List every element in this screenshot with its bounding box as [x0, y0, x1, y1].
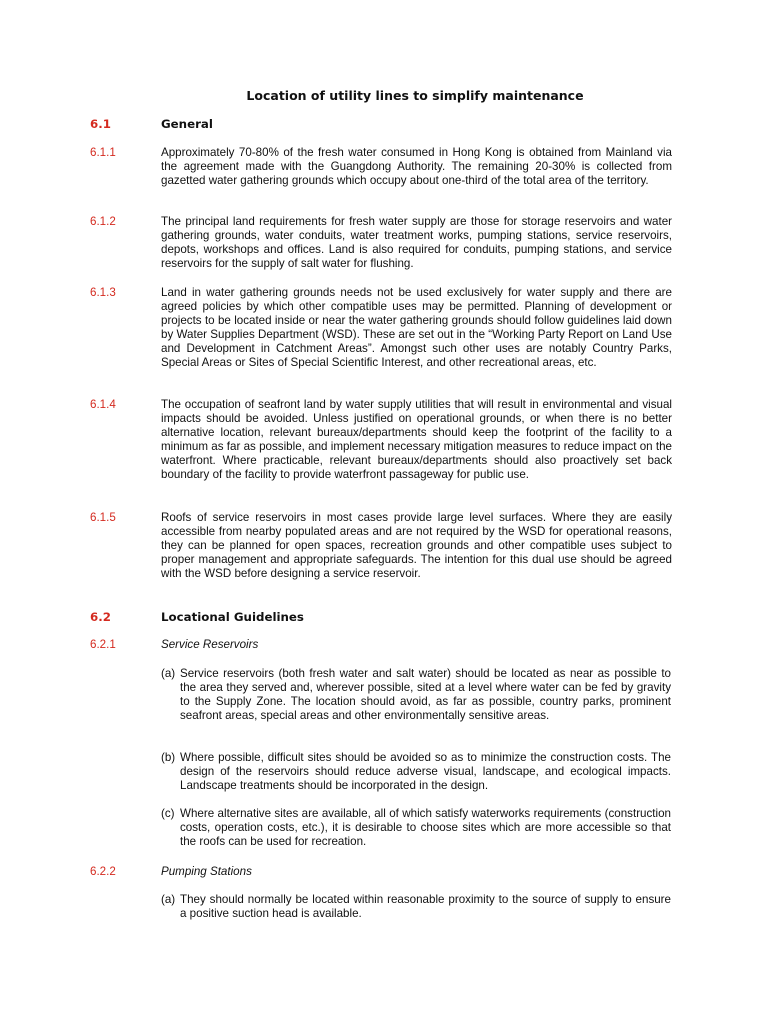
section-number: 6.2.2: [90, 865, 116, 878]
section-6-1-1: [90, 146, 672, 188]
section-6-2-2: [90, 865, 672, 879]
section-number: 6.2.1: [90, 638, 116, 651]
section-6-2: [90, 610, 672, 624]
section-number: 6.1.2: [90, 215, 116, 228]
section-subheading: Service Reservoirs: [161, 638, 259, 651]
list-item-text: Service reservoirs (both fresh water and salt water) should be located as near as possible to the area they served and, wherever possible, sited at a level where water can be fed by gravity to the Supply Zone. The location should avoid, as far as possible, country parks, prominent seafront areas, special areas and other environmentally sensitive areas.: [180, 667, 671, 722]
section-6-1-4: [90, 398, 672, 482]
section-6-1: [90, 117, 672, 131]
section-6-2-1: [90, 638, 672, 652]
list-item: [161, 807, 671, 849]
section-number: 6.2: [90, 610, 111, 624]
section-6-1-5: [90, 511, 672, 581]
section-heading: Locational Guidelines: [161, 610, 304, 624]
section-number: 6.1.4: [90, 398, 116, 411]
list-item: [161, 667, 671, 723]
section-number: 6.1.1: [90, 146, 116, 159]
section-subheading: Pumping Stations: [161, 865, 252, 878]
section-number: 6.1.5: [90, 511, 116, 524]
section-paragraph: Roofs of service reservoirs in most cases provide large level surfaces. Where they are easily accessible from nearby populated areas and are not required by the WSD for operational reasons, they can be planned for open spaces, recreation grounds and other compatible uses subject to proper management and appropriate safeguards. The intention for this dual use should be agreed with the WSD before designing a service reservoir.: [161, 511, 672, 580]
list-marker: (a): [161, 667, 176, 680]
section-6-1-3: [90, 286, 672, 370]
section-6-1-2: [90, 215, 672, 271]
list-marker: (a): [161, 893, 176, 906]
list-item: [161, 893, 671, 921]
list-marker: (c): [161, 807, 175, 820]
section-number: 6.1.3: [90, 286, 116, 299]
section-paragraph: The occupation of seafront land by water supply utilities that will result in environmental and visual impacts should be avoided. Unless justified on operational grounds, or when there is no better alternative location, relevant bureaux/departments should keep the footprint of the facility to a minimum as far as possible, and implement necessary mitigation measures to reduce impact on the waterfront. Where practicable, relevant bureaux/departments should also proactively set back boundary of the facility to provide waterfront passageway for public use.: [161, 398, 672, 481]
list-item: [161, 751, 671, 793]
section-paragraph: Land in water gathering grounds needs not be used exclusively for water supply and there are agreed policies by which other compatible uses may be permitted. Planning of development or projects to be located inside or near the water gathering grounds should follow guidelines laid down by Water Supplies Department (WSD). These are set out in the “Working Party Report on Land Use and Development in Catchment Areas”. Amongst such other uses are notably Country Parks, Special Areas or Sites of Special Scientific Interest, and other recreational areas, etc.: [161, 286, 672, 369]
document-title: Location of utility lines to simplify maintenance: [246, 88, 584, 103]
list-item-text: Where alternative sites are available, all of which satisfy waterworks requirements (construction costs, operation costs, etc.), it is desirable to choose sites which are more accessible so that the roofs can be used for recreation.: [180, 807, 671, 848]
section-paragraph: The principal land requirements for fresh water supply are those for storage reservoirs and water gathering grounds, water conduits, water treatment works, pumping stations, service reservoirs, depots, workshops and offices. Land is also required for conduits, pumping stations, and service reservoirs for the supply of salt water for flushing.: [161, 215, 672, 270]
list-marker: (b): [161, 751, 176, 764]
section-heading: General: [161, 117, 213, 131]
section-number: 6.1: [90, 117, 111, 131]
list-item-text: Where possible, difficult sites should be avoided so as to minimize the construction costs. The design of the reservoirs should reduce adverse visual, landscape, and ecological impacts. Landscape treatments should be incorporated in the design.: [180, 751, 671, 792]
list-item-text: They should normally be located within reasonable proximity to the source of supply to ensure a positive suction head is available.: [180, 893, 671, 920]
section-paragraph: Approximately 70-80% of the fresh water consumed in Hong Kong is obtained from Mainland via the agreement made with the Guangdong Authority. The remaining 20-30% is collected from gazetted water gathering grounds which occupy about one-third of the total area of the territory.: [161, 146, 672, 187]
